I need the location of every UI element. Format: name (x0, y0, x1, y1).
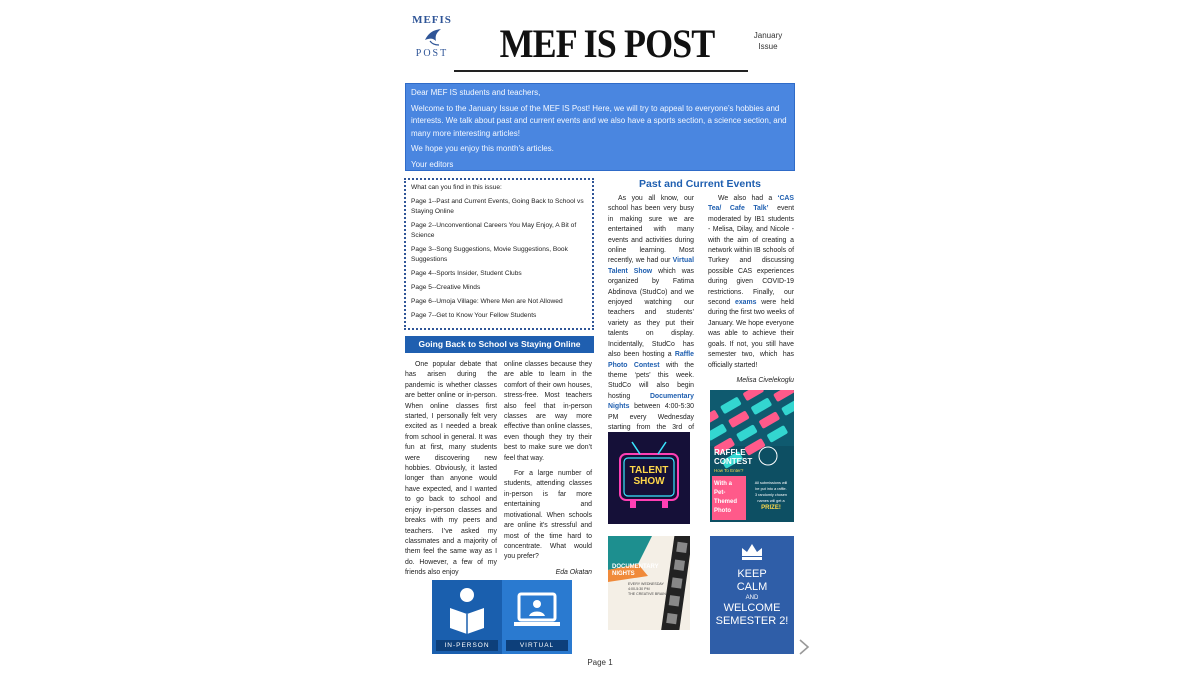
keep-line: SEMESTER 2! (715, 615, 789, 627)
letter-body: Welcome to the January Issue of the MEF IS Post! Here, we will try to appeal to everyone’s hobbies and interests. We talk about past and current events and we also have a sports section, a science section, and many more interesting articles! (411, 103, 787, 138)
crown-icon (710, 538, 794, 562)
doc-subtitle (628, 582, 670, 597)
issue-label (746, 30, 790, 52)
keep-calm-text (710, 568, 794, 628)
events-text: with the theme ‘pets’ this week. StudCo will also begin hosting (608, 361, 694, 400)
toc-item: Page 5--Creative Minds (411, 284, 481, 291)
toc-item: Page 2--Unconventional Careers You May Enjoy, A Bit of Science (411, 222, 577, 239)
raffle-prize: PRIZE! (761, 505, 781, 511)
toc-item: Page 7--Get to Know Your Fellow Students (411, 312, 537, 319)
raffle-rule-line: names will get a (757, 499, 785, 503)
page-number: Page 1 (587, 658, 613, 667)
mefis-post-logo (408, 14, 456, 64)
raffle-pet-line: Photo (714, 508, 731, 514)
school-article-p2: online classes because they are able to learn in the comfort of their own houses, stress-free. Most teachers also feel that in-person classes are way more effective than online classes, even though they try their best to make sure we don’t feel that way. (504, 361, 592, 462)
school-article-heading: Going Back to School vs Staying Online (405, 336, 594, 353)
bird-icon (422, 26, 444, 48)
talent-show-title (624, 465, 674, 487)
keep-line: AND (745, 595, 759, 601)
issue-month: January (753, 31, 783, 40)
raffle-pet-line: Themed (714, 499, 738, 505)
doc-sub-line: THE CREATIVE BRAIN (628, 592, 666, 596)
documentary-nights-link: Documentary Nights (608, 392, 694, 411)
school-article-p3: For a large number of students, attending classes in-person is far more entertaining and motivational. When schools are online it’s stressful and most of the time hard to concentrate. What would you prefer? (504, 470, 592, 561)
contest-word: CONTEST (714, 457, 753, 466)
in-person-virtual-image (432, 580, 572, 654)
documentary-nights-poster (608, 536, 690, 630)
raffle-contest-poster (710, 390, 794, 522)
school-article-p1: One popular debate that has arisen during the pandemic is whether classes are better online or in-person. When online classes first started, I personally felt very excited as I needed a break from school in general. It was fun at first, many students were discovering new hobbies. Obviously, it lasted longer than anyone would have expected, and I wanted to go back to school and enjoy in-person classes and breaks with my peers and teachers. I’ve asked my classmates and a majority of them feel the same way as I do. However, a few of my friends also enjoy (405, 361, 497, 577)
talent-show-link: Virtual Talent Show (608, 257, 694, 275)
keep-line: CALM (736, 581, 768, 593)
raffle-rule-line: All submissions will (754, 481, 788, 485)
chevron-right-icon[interactable] (797, 638, 811, 656)
school-article-author: Eda Okatan (555, 568, 592, 576)
raffle-pet-text (714, 480, 744, 516)
toc-title: What can you find in this issue: (411, 184, 502, 191)
events-article-col-2 (708, 194, 794, 386)
doc-title (612, 564, 668, 578)
talent-show-poster (608, 432, 690, 524)
raffle-word: RAFFLE (714, 448, 746, 457)
toc-item: Page 6--Umoja Village: Where Men are Not Allowed (411, 298, 563, 305)
toc-item: Page 4--Sports Insider, Student Clubs (411, 270, 522, 277)
newsletter-page (400, 0, 800, 675)
logo-top-text: MEFIS (412, 14, 452, 26)
letter-greeting: Dear MEF IS students and teachers, (411, 88, 541, 97)
school-article-col-2 (504, 360, 592, 578)
cas-tea-link: ‘CAS Tea/ Cafe Talk’ (708, 195, 794, 213)
raffle-rules (750, 480, 792, 513)
exams-link: exams (735, 299, 757, 307)
masthead-title: MEF IS POST (499, 21, 715, 66)
events-text: event moderated by IB1 students - Melisa, Dilay, and Nicole - with the aim of creating a network within IB schools of Turkey and discussing possible CAS experiences during given COVID-19 restrictions. Finally, our second (708, 205, 794, 307)
raffle-rule-line: be put into a raffle. (755, 487, 787, 491)
logo-bottom-text: POST (415, 48, 449, 59)
show-word: SHOW (633, 476, 665, 487)
raffle-contest-link: Raffle Photo Contest (608, 351, 694, 369)
events-text: between 4:00-5:30 PM every Wednesday starting from the 3rd of (608, 403, 694, 431)
events-article-author: Melisa Civelekoglu (736, 376, 794, 384)
toc-item: Page 1--Past and Current Events, Going Back to School vs Staying Online (411, 198, 584, 215)
table-of-contents (404, 178, 594, 330)
in-person-label: IN-PERSON (444, 642, 490, 649)
letter-signoff: Your editors (411, 159, 454, 169)
events-text: were held during the first two weeks of January. We hope everyone was able to achieve their goals. If not, you still have semester two, which has officially started! (708, 299, 794, 369)
doc-sub-line: 4:00-5:30 PM (628, 587, 650, 591)
events-text: We also had a (718, 195, 778, 202)
keep-line: WELCOME (723, 602, 781, 614)
events-article-heading: Past and Current Events (639, 178, 761, 190)
raffle-title (714, 448, 764, 466)
raffle-rule-line: 3 randomly chosen (754, 493, 788, 497)
doc-title-line: NIGHTS (612, 571, 635, 577)
editors-letter (405, 83, 795, 171)
keep-calm-poster (710, 536, 794, 654)
issue-word: Issue (758, 42, 778, 51)
masthead-rule (454, 70, 748, 72)
talent-word: TALENT (629, 465, 669, 476)
events-article-p1 (608, 194, 694, 444)
virtual-label: VIRTUAL (519, 642, 555, 649)
events-article-p2 (708, 194, 794, 371)
letter-hope: We hope you enjoy this month’s articles. (411, 144, 554, 153)
events-text: As you all know, our school has been very busy in making sure we are entertained with many events and activities during online learning. Most recently, we had our (608, 195, 694, 265)
raffle-pet-line: Pet- (714, 490, 726, 496)
doc-sub-line: EVERY WEDNESDAY (628, 582, 664, 586)
doc-title-line: DOCUMENTARY (612, 564, 659, 570)
school-article-col-1 (405, 360, 497, 584)
events-article-col-1 (608, 194, 694, 449)
keep-line: KEEP (737, 568, 767, 580)
raffle-pet-line: With a (714, 481, 732, 487)
toc-item: Page 3--Song Suggestions, Movie Suggestions, Book Suggestions (411, 246, 568, 263)
raffle-howto: How To Enter? (714, 468, 744, 473)
events-text: which was organized by Fatima Abdinova (StudCo) and we enjoyed watching our teachers and students’ variety as they put their talents on display. Incidentally, StudCo has also been hosting a (608, 267, 695, 359)
